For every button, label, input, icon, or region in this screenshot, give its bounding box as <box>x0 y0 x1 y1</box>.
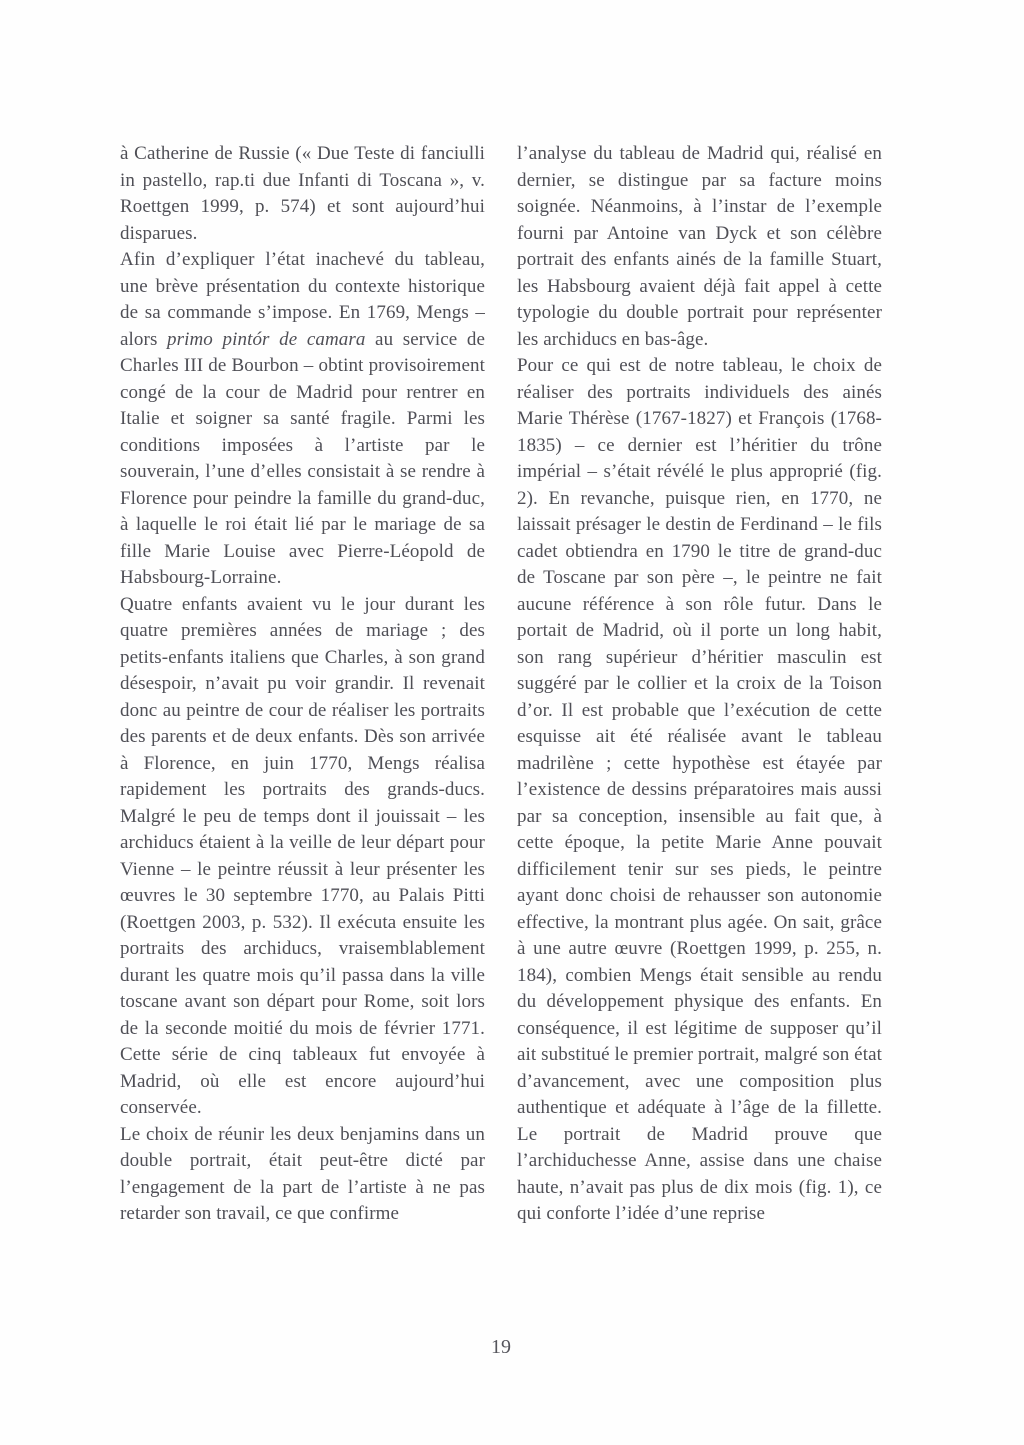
page-content <box>120 141 882 1228</box>
paragraph <box>120 141 485 247</box>
text-run: l’analyse du tableau de Madrid qui, réalisé en dernier, se distingue par sa facture moins soignée. Néanmoins, à l’instar de l’exemple fourni par Antoine van Dyck et son célèbre portrait des enfants ainés de la famille Stuart, les Habsbourg avaient déjà fait appel à cette typologie du double portrait pour représenter les archiducs en bas-âge. <box>517 143 882 350</box>
paragraph <box>517 141 882 353</box>
text-columns <box>120 141 882 1228</box>
italic-text-run: primo pintór de camara <box>167 328 366 350</box>
right-column <box>517 141 882 1228</box>
text-run: au service de Charles III de Bourbon – obtint provisoirement congé de la cour de Madrid pour rentrer en Italie et soigner sa santé fragile. Parmi les conditions imposées à l’artiste par le souverain, l’une d’elles consistait à se rendre à Florence pour peindre la famille du grand-duc, à laquelle le roi était lié par le mariage de sa fille Marie Louise avec Pierre-Léopold de Habsbourg-Lorraine. <box>120 328 485 588</box>
paragraph <box>120 592 485 1122</box>
paragraph <box>517 353 882 1228</box>
paragraph <box>120 247 485 592</box>
left-column <box>120 141 485 1228</box>
text-run: Quatre enfants avaient vu le jour durant les quatre premières années de mariage ; des petits-enfants italiens que Charles, à son grand désespoir, n’avait pu voir grandir. Il revenait donc au peintre de cour de réaliser les portraits des parents et de deux enfants. Dès son arrivée à Florence, en juin 1770, Mengs réalisa rapidement les portraits des grands-ducs. Malgré le peu de temps dont il jouissait – les archiducs étaient à la veille de leur départ pour Vienne – le peintre réussit à leur présenter les œuvres le 30 septembre 1770, au Palais Pitti (Roettgen 2003, p. 532). Il exécuta ensuite les portraits des archiducs, vraisemblablement durant les quatre mois qu’il passa dans la ville toscane avant son départ pour Rome, soit lors de la seconde moitié du mois de février 1771. Cette série de cinq tableaux fut envoyée à Madrid, où elle est encore aujourd’hui conservée. <box>120 593 485 1118</box>
text-run: Afin d’expliquer l’état inachevé du tableau, une brève présentation du contexte historique de sa commande s’impose. En 1769, Mengs – alors <box>120 249 485 350</box>
text-run: Pour ce qui est de notre tableau, le choix de réaliser des portraits individuels des ainés Marie Thérèse (1767-1827) et François (1768-1835) – ce dernier est l’héritier du trône impérial – s’était révélé le plus approprié (fig. 2). En revanche, puisque rien, en 1770, ne laissait présager le destin de Ferdinand – le fils cadet obtiendra en 1790 le titre de grand-duc de Toscane par son père –, le peintre ne fait aucune référence à son rôle futur. Dans le portait de Madrid, où il porte un long habit, son rang supérieur d’héritier masculin est suggéré par le collier et la croix de la Toison d’or. Il est probable que l’exécution de cette esquisse ait été réalisée avant le tableau madrilène ; cette hypothèse est étayée par l’existence de dessins préparatoires mais aussi par sa conception, insensible au fait que, à cette époque, la petite Marie Anne pouvait difficilement tenir sur ses pieds, le peintre ayant donc choisi de rehausser son autonomie effective, la montrant plus agée. On sait, grâce à une autre œuvre (Roettgen 1999, p. 255, n. 184), combien Mengs était sensible au rendu du développement physique des enfants. En conséquence, il est légitime de supposer qu’il ait substitué le premier portrait, malgré son état d’avancement, avec une composition plus authentique et adéquate à l’âge de la fillette. Le portrait de Madrid prouve que l’archiduchesse Anne, assise dans une chaise haute, n’avait pas plus de dix mois (fig. 1), ce qui conforte l’idée d’une reprise <box>517 355 882 1224</box>
page-number: 19 <box>491 1336 511 1358</box>
text-run: à Catherine de Russie (« Due Teste di fanciulli in pastello, rap.ti due Infanti di Toscana », v. Roettgen 1999, p. 574) et sont aujourd’hui disparues. <box>120 143 485 244</box>
paragraph <box>120 1122 485 1228</box>
text-run: Le choix de réunir les deux benjamins dans un double portrait, était peut-être dicté par l’engagement de la part de l’artiste à ne pas retarder son travail, ce que confirme <box>120 1123 485 1224</box>
